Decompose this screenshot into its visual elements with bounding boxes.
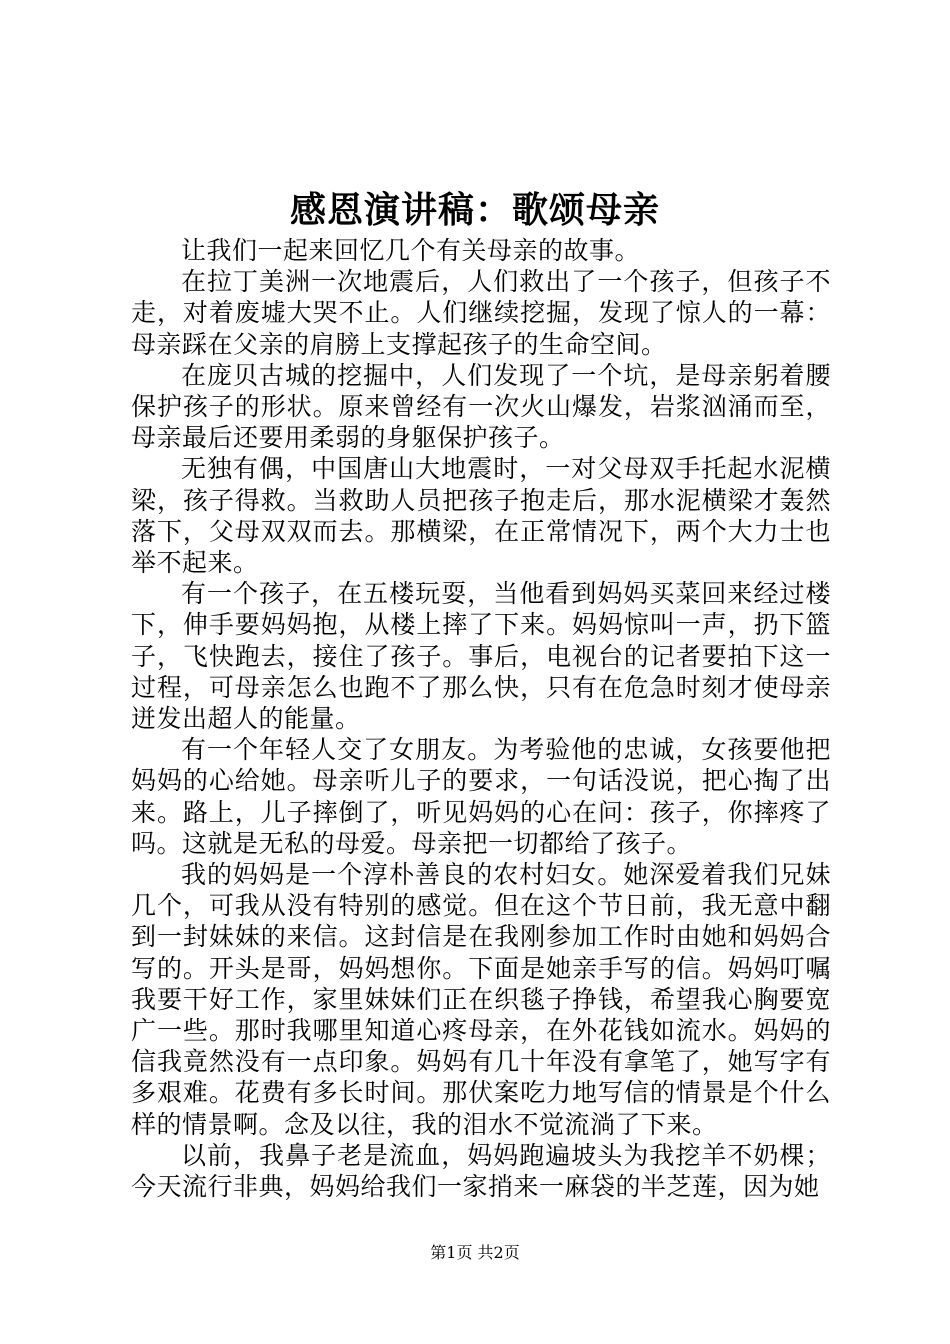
paragraph-nosebleed: 以前，我鼻子老是流血，妈妈跑遍坡头为我挖羊不奶棵；今天流行非典，妈妈给我们一家捎来一麻袋的半芝莲，因为她 [131, 1140, 831, 1202]
paragraph-latin-america: 在拉丁美洲一次地震后，人们救出了一个孩子，但孩子不走，对着废墟大哭不止。人们继续挖掘，发现了惊人的一幕：母亲踩在父亲的肩膀上支撑起孩子的生命空间。 [131, 267, 831, 359]
page-footer: 第1页 共2页 [430, 1243, 520, 1262]
paragraph-heart: 有一个年轻人交了女朋友。为考验他的忠诚，女孩要他把妈妈的心给她。母亲听儿子的要求，一句话没说，把心掏了出来。路上，儿子摔倒了，听见妈妈的心在问：孩子，你摔疼了吗。这就是无私的母爱。母亲把一切都给了孩子。 [131, 735, 831, 858]
document-body [131, 235, 831, 1202]
paragraph-tangshan: 无独有偶，中国唐山大地震时，一对父母双手托起水泥横梁，孩子得救。当救助人员把孩子抱走后，那水泥横梁才轰然落下，父母双双而去。那横梁，在正常情况下，两个大力士也举不起来。 [131, 454, 831, 578]
paragraph-fifth-floor: 有一个孩子，在五楼玩耍，当他看到妈妈买菜回来经过楼下，伸手要妈妈抱，从楼上摔了下来。妈妈惊叫一声，扔下篮子，飞快跑去，接住了孩子。事后，电视台的记者要拍下这一过程，可母亲怎么也跑不了那么快，只有在危急时刻才使母亲迸发出超人的能量。 [131, 579, 831, 734]
paragraph-my-mother: 我的妈妈是一个淳朴善良的农村妇女。她深爱着我们兄妹几个，可我从没有特别的感觉。但在这个节日前，我无意中翻到一封妹妹的来信。这封信是在我刚参加工作时由她和妈妈合写的。开头是哥，妈妈想你。下面是她亲手写的信。妈妈叮嘱我要干好工作，家里妹妹们正在织毯子挣钱，希望我心胸要宽广一些。那时我哪里知道心疼母亲，在外花钱如流水。妈妈的信我竟然没有一点印象。妈妈有几十年没有拿笔了，她写字有多艰难。花费有多长时间。那伏案吃力地写信的情景是个什么样的情景啊。念及以往，我的泪水不觉流淌了下来。 [131, 860, 831, 1139]
document-title: 感恩演讲稿：歌颂母亲 [289, 189, 660, 231]
paragraph-intro: 让我们一起来回忆几个有关母亲的故事。 [181, 236, 641, 265]
paragraph-pompeii: 在庞贝古城的挖掘中，人们发现了一个坑，是母亲躬着腰保护孩子的形状。原来曾经有一次火山爆发，岩浆汹涌而至，母亲最后还要用柔弱的身躯保护孩子。 [131, 360, 831, 453]
